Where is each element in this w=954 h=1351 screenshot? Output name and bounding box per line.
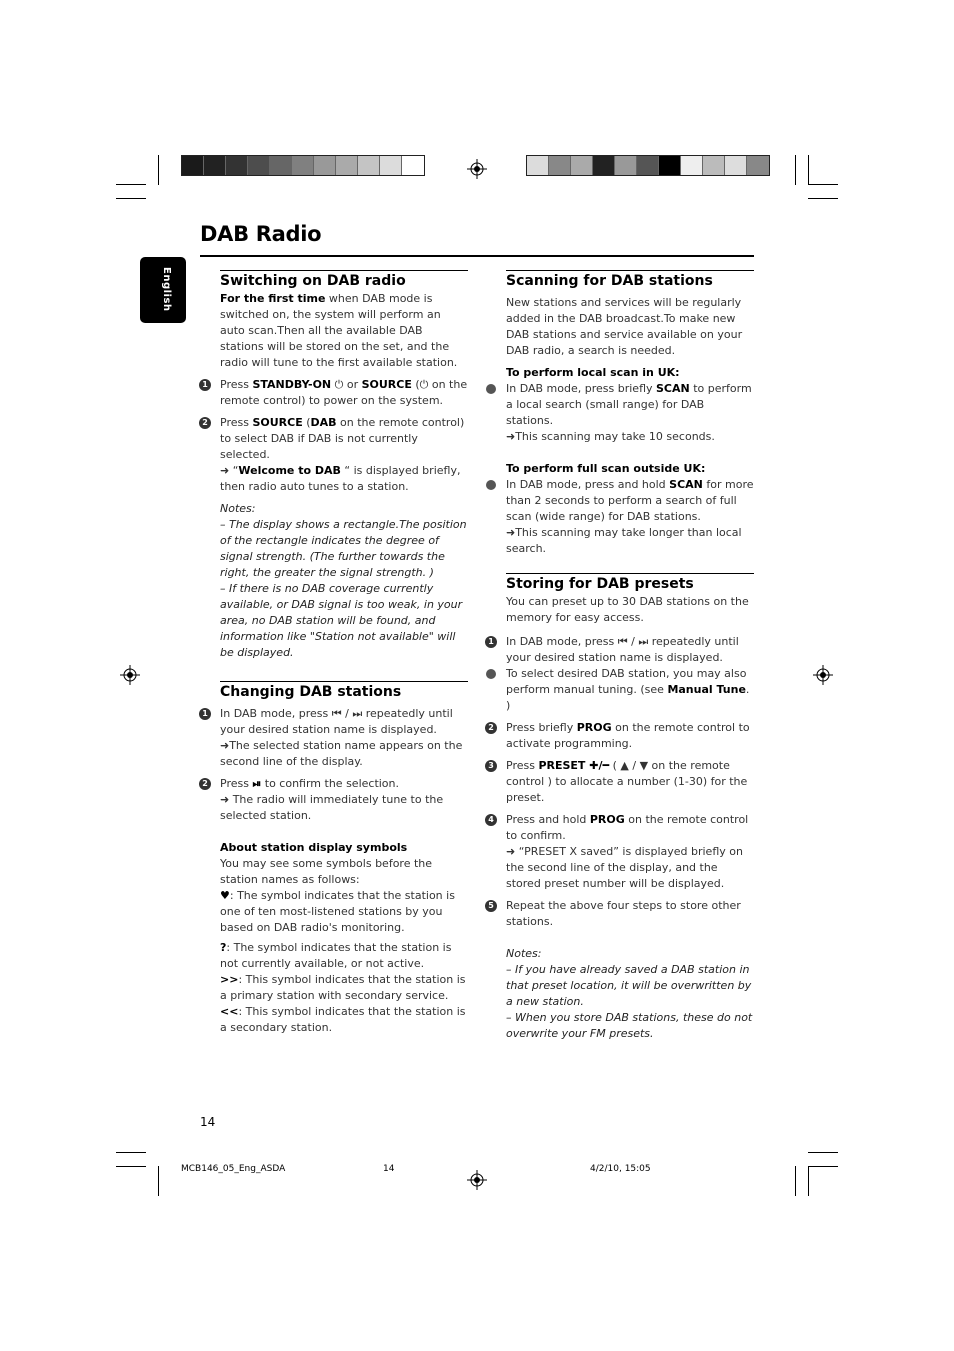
registration-mark-icon	[467, 159, 487, 179]
crop-mark	[808, 198, 838, 199]
crop-mark	[808, 184, 838, 185]
notes-label: Notes:	[506, 947, 542, 960]
footer-file: MCB146_05_Eng_ASDA	[181, 1164, 286, 1174]
step-item: 2 Press ⏯ to confirm the selection. ➜ The radio will immediately tune to the selected station.	[220, 776, 468, 824]
notes-label: Notes:	[220, 502, 256, 515]
note-text: – When you store DAB stations, these do not overwrite your FM presets.	[506, 1011, 753, 1040]
crop-mark	[116, 1166, 146, 1167]
registration-mark-icon	[120, 665, 140, 685]
subsection-heading: To perform local scan in UK:	[506, 366, 680, 379]
crop-mark	[158, 155, 159, 185]
step-item: 5 Repeat the above four steps to store other stations.	[506, 898, 754, 930]
crop-mark	[808, 1152, 838, 1153]
language-label: English	[161, 267, 172, 312]
section-heading: Changing DAB stations	[220, 684, 402, 700]
page-title: DAB Radio	[200, 222, 322, 246]
footer-page: 14	[383, 1164, 395, 1174]
step-item: 1 In DAB mode, press ⏮ / ⏭ repeatedly until your desired station name is displayed. ➜The selected station name appears on the second line of the display.	[220, 706, 468, 770]
crop-mark	[158, 1166, 159, 1196]
symbols-intro: You may see some symbols before the station names as follows:	[220, 857, 433, 886]
note-text: – The display shows a rectangle.The position of the rectangle indicates the degree of signal strength. (The further towards the right, the greater the signal strength. )	[220, 518, 467, 579]
registration-mark-icon	[813, 665, 833, 685]
step-item: 3 Press PRESET ✚/━ ( ▲ / ▼ on the remote control ) to allocate a number (1-30) for the preset.	[506, 758, 754, 806]
step-number: 2	[485, 722, 497, 734]
left-column	[202, 270, 468, 1036]
step-number: 4	[485, 814, 497, 826]
intro-paragraph: New stations and services will be regularly added in the DAB broadcast.To make new DAB stations and service available on your DAB radio, a search is needed.	[506, 296, 743, 357]
crop-mark	[116, 184, 146, 185]
right-column	[488, 270, 754, 1042]
subsection-heading: About station display symbols	[220, 841, 408, 854]
step-item: 1 In DAB mode, press ⏮ / ⏭ repeatedly until your desired station name is displayed.	[506, 634, 754, 666]
bullet-icon	[486, 669, 496, 679]
step-item: 1 Press STANDBY-ON ⏻ or SOURCE (⏻ on the remote control) to power on the system.	[220, 377, 468, 409]
intro-paragraph: You can preset up to 30 DAB stations on the memory for easy access.	[506, 595, 749, 624]
step-number: 1	[199, 708, 211, 720]
bullet-icon	[486, 384, 496, 394]
section-heading: Switching on DAB radio	[220, 273, 406, 289]
crop-mark	[808, 1166, 809, 1196]
note-text: – If there is no DAB coverage currently available, or DAB signal is too weak, in your area, no DAB station will be found, and information like "Station not available" will be displayed.	[220, 582, 463, 659]
step-number: 2	[199, 778, 211, 790]
step-number: 2	[199, 417, 211, 429]
footer-date: 4/2/10, 15:05	[590, 1164, 651, 1174]
grayscale-strip-left	[181, 155, 425, 176]
symbol-description: ?: The symbol indicates that the station is not currently available, or not active.	[220, 941, 452, 970]
section-heading: Storing for DAB presets	[506, 576, 694, 592]
title-divider	[200, 255, 754, 257]
grayscale-strip-right	[526, 155, 770, 176]
section-divider	[220, 270, 468, 271]
crop-mark	[795, 1166, 796, 1196]
section-divider	[220, 681, 468, 682]
step-number: 3	[485, 760, 497, 772]
section-divider	[506, 573, 754, 574]
step-number: 1	[485, 636, 497, 648]
step-number: 1	[199, 379, 211, 391]
registration-mark-icon	[467, 1170, 487, 1190]
note-text: – If you have already saved a DAB station in that preset location, it will be overwritten by a new station.	[506, 963, 752, 1008]
language-tab	[140, 257, 186, 323]
crop-mark	[808, 1166, 838, 1167]
bullet-item: In DAB mode, press and hold SCAN for more than 2 seconds to perform a search of full scan (wide range) for DAB stations. ➜This scanning may take longer than local search.	[506, 477, 754, 557]
intro-paragraph: For the first time when DAB mode is switched on, the system will perform an auto scan.Then all the available DAB stations will be stored on the set, and the radio will tune to the first available station.	[220, 292, 458, 369]
section-heading: Scanning for DAB stations	[506, 273, 713, 289]
page-number: 14	[200, 1115, 216, 1129]
bullet-icon	[486, 480, 496, 490]
symbol-description: <<: This symbol indicates that the station is a secondary station.	[220, 1005, 466, 1034]
symbol-description: ♥: The symbol indicates that the station is one of ten most-listened stations by you based on DAB radio's monitoring.	[220, 889, 455, 934]
crop-mark	[795, 155, 796, 185]
subsection-heading: To perform full scan outside UK:	[506, 462, 706, 475]
step-item: 2 Press briefly PROG on the remote control to activate programming.	[506, 720, 754, 752]
step-item: 4 Press and hold PROG on the remote control to confirm. ➜ “PRESET X saved” is displayed briefly on the second line of the display, and the stored preset number will be displayed.	[506, 812, 754, 892]
crop-mark	[808, 155, 809, 185]
section-divider	[506, 270, 754, 271]
bullet-item: In DAB mode, press briefly SCAN to perform a local search (small range) for DAB stations. ➜This scanning may take 10 seconds.	[506, 381, 754, 445]
symbol-description: >>: This symbol indicates that the station is a primary station with secondary service.	[220, 973, 466, 1002]
step-number: 5	[485, 900, 497, 912]
crop-mark	[116, 198, 146, 199]
crop-mark	[116, 1152, 146, 1153]
bullet-item: To select desired DAB station, you may also perform manual tuning. (see Manual Tune. )	[506, 666, 754, 714]
step-item: 2 Press SOURCE (DAB on the remote control) to select DAB if DAB is not currently selected. ➜ “Welcome to DAB “ is displayed briefly, then radio auto tunes to a station.	[220, 415, 468, 495]
